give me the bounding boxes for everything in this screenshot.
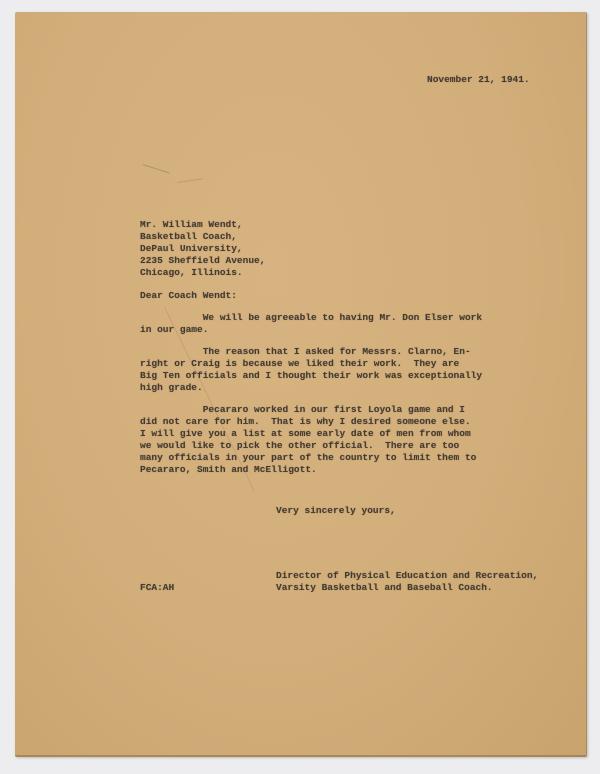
text-line: did not care for him. That is why I desired someone else.	[140, 416, 471, 427]
text-line: Basketball Coach,	[140, 231, 237, 242]
body-paragraph-1	[140, 312, 482, 336]
text-line: in our game.	[140, 324, 209, 335]
typist-initials: FCA:AH	[140, 582, 175, 593]
text-line: The reason that I asked for Messrs. Clarno, En-	[140, 346, 471, 357]
body-paragraph-2	[140, 346, 482, 394]
text-line: We will be agreeable to having Mr. Don Elser work	[140, 312, 483, 323]
complimentary-closing: Very sincerely yours,	[276, 505, 396, 516]
text-line: DePaul University,	[140, 243, 243, 254]
text-line: high grade.	[140, 382, 203, 393]
paper-crease	[177, 178, 203, 183]
text-line: we would like to pick the other official. There are too	[140, 440, 460, 451]
text-line: I will give you a list at some early date of men from whom	[140, 428, 471, 439]
paper-crease	[143, 164, 170, 174]
text-line: Pecararo, Smith and McElligott.	[140, 464, 317, 475]
signature-block	[276, 570, 538, 594]
text-line: Mr. William Wendt,	[140, 219, 243, 230]
recipient-address	[140, 219, 265, 279]
text-line: many officials in your part of the country to limit them to	[140, 452, 477, 463]
text-line: Pecararo worked in our first Loyola game and I	[140, 404, 465, 415]
text-line: Big Ten officials and I thought their work was exceptionally	[140, 370, 483, 381]
text-line: right or Craig is because we liked their work. They are	[140, 358, 460, 369]
body-paragraph-3	[140, 404, 476, 476]
text-line: Director of Physical Education and Recreation,	[276, 570, 539, 581]
text-line: Chicago, Illinois.	[140, 267, 243, 278]
letter-date: November 21, 1941.	[427, 74, 530, 85]
text-line: Varsity Basketball and Baseball Coach.	[276, 582, 493, 593]
text-line: 2235 Sheffield Avenue,	[140, 255, 266, 266]
salutation: Dear Coach Wendt:	[140, 290, 237, 301]
